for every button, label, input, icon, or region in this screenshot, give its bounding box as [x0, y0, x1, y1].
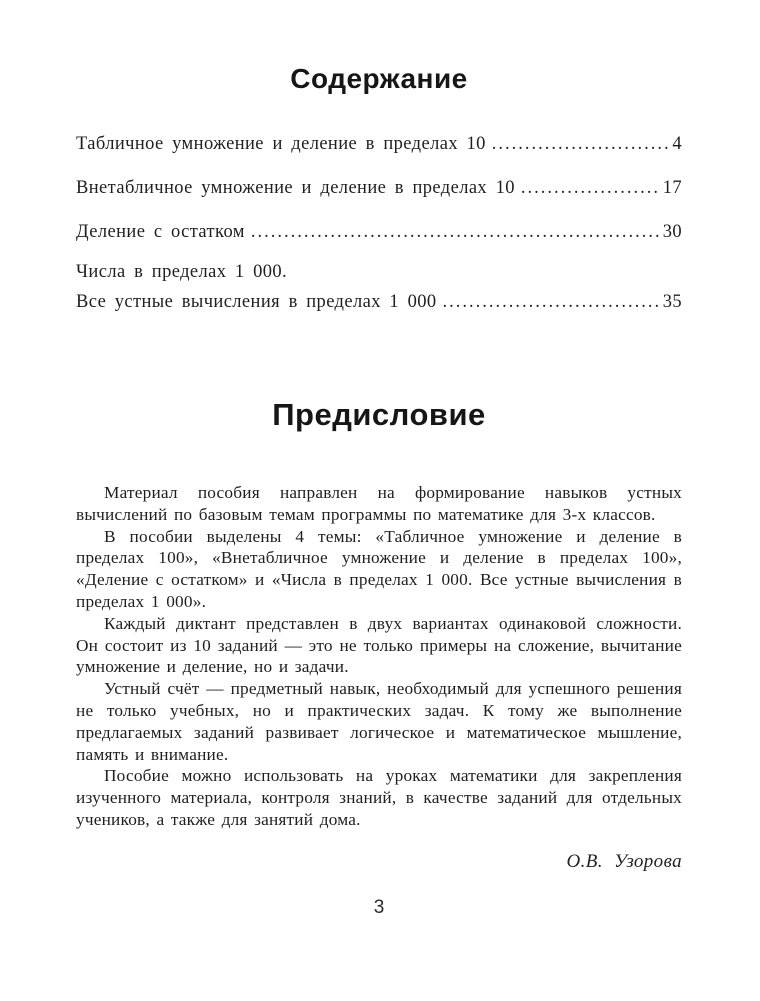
toc-entry-page: 4 — [672, 134, 682, 154]
toc-entry-label: Внетабличное умножение и деление в пределах 10 — [76, 178, 515, 198]
preface-paragraph: Материал пособия направлен на формирование навыков устных вычислений по базовым темам программы по математике для 3-х классов. — [76, 483, 682, 524]
toc-entry — [76, 176, 682, 200]
toc-entry-label: Числа в пределах 1 000. — [76, 262, 288, 282]
preface-title: Предисловие — [272, 397, 486, 432]
author-signature: О.В. Узорова — [566, 850, 682, 872]
toc-entry-page: 17 — [662, 178, 682, 198]
preface-paragraph: Устный счёт — предметный навык, необходимый для успешного решения не только учебных, но и практических задач. К тому же выполнение предлагаемых заданий развивает логическое и математическое мышление, память и внимание. — [76, 679, 682, 764]
toc-entry — [76, 220, 682, 244]
contents-list — [76, 132, 682, 314]
toc-entry-label: Табличное умножение и деление в пределах 10 — [76, 134, 486, 154]
preface-paragraph: Каждый диктант представлен в двух вариантах одинаковой сложности. Он состоит из 10 заданий — это не только примеры на сложение, вычитание умножение и деление, но и задачи. — [76, 613, 682, 677]
toc-entry — [76, 132, 682, 156]
preface-paragraph: Пособие можно использовать на уроках математики для закрепления изученного материала, контроля знаний, в качестве заданий для отдельных учеников, а также для занятий дома. — [76, 766, 682, 829]
toc-dot-leader — [521, 176, 659, 200]
toc-dot-leader — [251, 220, 659, 244]
toc-dot-leader — [443, 290, 659, 314]
toc-dot-leader — [492, 132, 669, 156]
preface-paragraph: В пособии выделены 4 темы: «Табличное умножение и деление в пределах 100», «Внетабличное умножение и деление в пределах 100», «Деление с остатком» и «Числа в пределах 1 000. Все устные вычисления в пределах 1 000». — [76, 526, 682, 611]
toc-entry-page: 35 — [662, 292, 682, 312]
toc-entry — [76, 260, 682, 284]
toc-entry-page: 30 — [662, 222, 682, 242]
preface-body — [76, 482, 682, 831]
toc-entry-label: Деление с остатком — [76, 222, 245, 242]
toc-entry-label: Все устные вычисления в пределах 1 000 — [76, 292, 437, 312]
contents-title: Содержание — [290, 63, 468, 94]
toc-entry — [76, 290, 682, 314]
page-number: 3 — [373, 896, 385, 918]
